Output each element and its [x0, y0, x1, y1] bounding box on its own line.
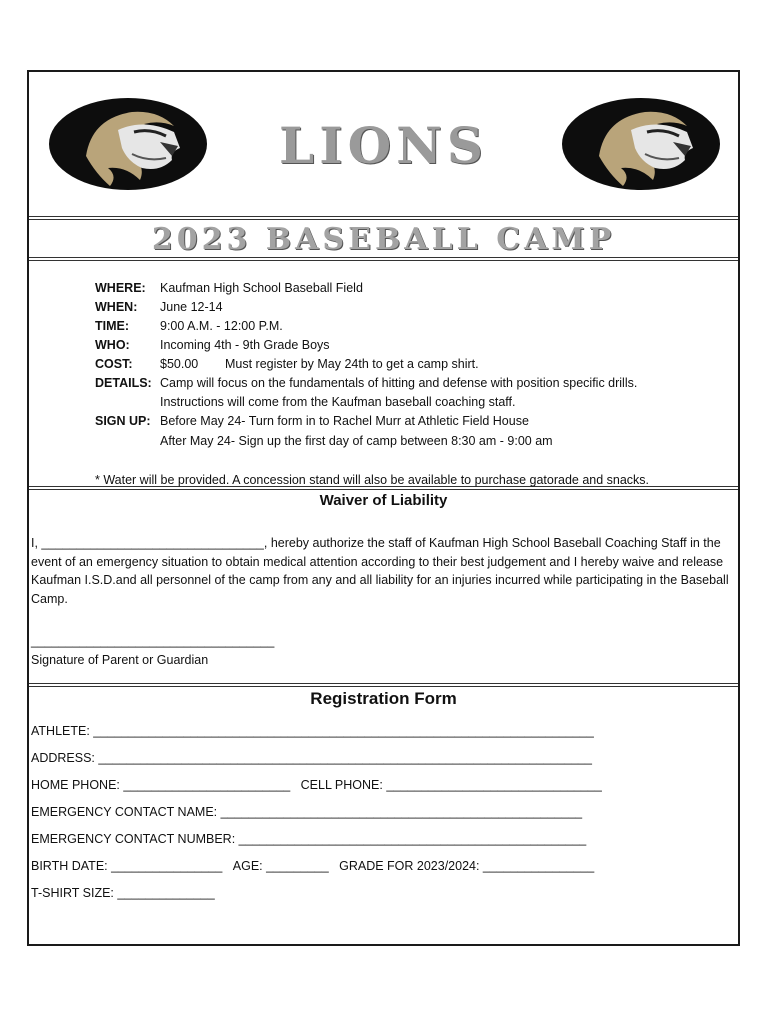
who-value: Incoming 4th - 9th Grade Boys — [160, 338, 330, 352]
camp-flyer — [27, 70, 740, 946]
waiver-text: I, ________________________________, hereby authorize the staff of Kaufman High School Baseball Coaching Staff in the event of an emergency situation to obtain medical attention according to their best judgement and I hereby waive and release Kaufman I.S.D.and all personnel of the camp from any and all liability for an injuries incurred while participating in the Baseball Camp. — [31, 536, 729, 606]
who-label: WHO: — [95, 338, 130, 352]
where-value: Kaufman High School Baseball Field — [160, 281, 363, 295]
athlete-field[interactable]: ATHLETE: ________________________________________________________________________ — [31, 724, 594, 738]
age-field[interactable]: AGE: _________ — [232, 859, 329, 873]
cell-phone-field[interactable]: CELL PHONE: _______________________________ — [300, 778, 602, 792]
when-label: WHEN: — [95, 300, 138, 314]
address-field[interactable]: ADDRESS: _______________________________________________________________________ — [31, 751, 592, 765]
water-note: * Water will be provided. A concession stand will also be available to purchase gatorade and snacks. — [95, 473, 650, 487]
tshirt-size-field[interactable]: T-SHIRT SIZE: ______________ — [31, 886, 215, 900]
emergency-number-field[interactable]: EMERGENCY CONTACT NUMBER: __________________________________________________ — [31, 832, 587, 846]
details-line-2: Instructions will come from the Kaufman baseball coaching staff. — [160, 395, 516, 409]
signature-line[interactable]: ___________________________________ — [31, 634, 275, 648]
camp-banner — [29, 221, 738, 261]
info-row-when — [95, 300, 223, 314]
details-label: DETAILS: — [95, 376, 152, 390]
signup-line-1: Before May 24- Turn form in to Rachel Murr at Athletic Field House — [160, 414, 529, 428]
phone-row — [31, 778, 602, 792]
emergency-name-field[interactable]: EMERGENCY CONTACT NAME: ____________________________________________________ — [31, 805, 583, 819]
time-label: TIME: — [95, 319, 130, 333]
team-title: LIONS — [279, 116, 488, 175]
info-row-time — [95, 319, 283, 333]
info-row-details — [95, 376, 637, 390]
waiver-section — [29, 492, 738, 687]
info-row-cost — [95, 357, 479, 371]
birth-date-field[interactable]: BIRTH DATE: ________________ — [31, 859, 223, 873]
registration-title: Registration Form — [310, 689, 457, 708]
signature-label: Signature of Parent or Guardian — [31, 653, 209, 667]
camp-banner-title: 2023 BASEBALL CAMP — [151, 222, 616, 257]
grade-field[interactable]: GRADE FOR 2023/2024: ________________ — [339, 859, 595, 873]
signup-line-2: After May 24- Sign up the first day of camp between 8:30 am - 9:00 am — [160, 434, 553, 448]
info-row-who — [95, 338, 330, 352]
where-label: WHERE: — [95, 281, 146, 295]
lion-head-logo-icon — [561, 96, 721, 192]
cost-label: COST: — [95, 357, 133, 371]
home-phone-field[interactable]: HOME PHONE: ________________________ — [31, 778, 291, 792]
cost-note: Must register by May 24th to get a camp shirt. — [225, 357, 479, 371]
info-row-where — [95, 281, 363, 295]
time-value: 9:00 A.M. - 12:00 P.M. — [160, 319, 283, 333]
camp-info — [29, 263, 738, 490]
cost-value: $50.00 — [160, 357, 199, 371]
registration-form — [29, 689, 738, 944]
info-row-signup — [95, 414, 529, 428]
waiver-title: Waiver of Liability — [319, 492, 448, 509]
when-value: June 12-14 — [160, 300, 223, 314]
details-line-1: Camp will focus on the fundamentals of hitting and defense with position specific drills. — [160, 376, 638, 390]
header — [29, 72, 738, 220]
signup-label: SIGN UP: — [95, 414, 151, 428]
birth-row — [31, 859, 594, 873]
